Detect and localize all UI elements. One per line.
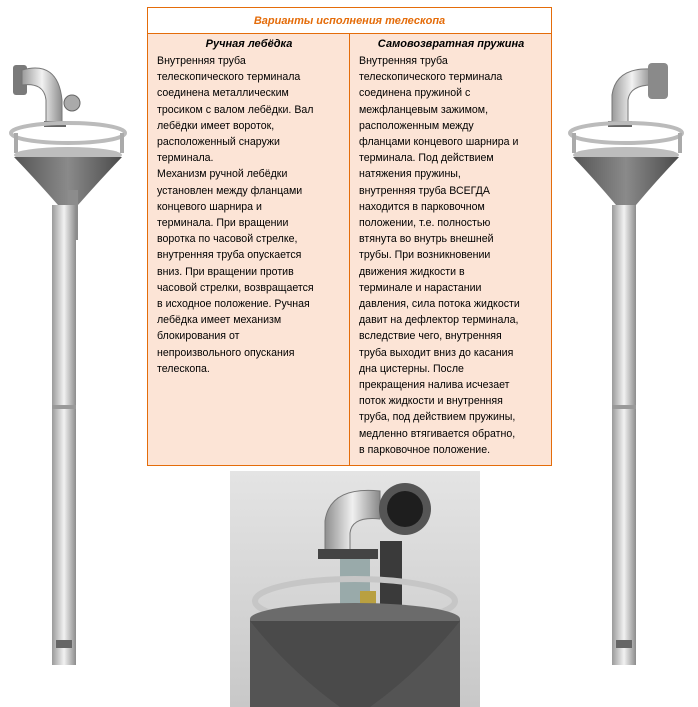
manual-winch-column xyxy=(148,34,349,465)
variants-table xyxy=(147,7,552,466)
manual-winch-header: Ручная лебёдка xyxy=(205,38,293,50)
table-title: Варианты исполнения телескопа xyxy=(148,8,551,34)
telescope-spring-illustration xyxy=(562,55,698,665)
closeup-mechanism-photo xyxy=(230,471,480,707)
spring-header: Самовозвратная пружина xyxy=(377,38,525,50)
telescope-manual-winch-illustration xyxy=(0,55,145,665)
manual-winch-description: Внутренняя труба телескопического терминала соединена металлическим тросиком с валом лебёдки. Вал лебёдки имеет вороток, расположенный снаружи терминала. Механизм ручной лебёдки установлен между фланцами концевого шарнира и терминала. При вращении воротка по часовой стрелке, внутренняя труба опускается вниз. При вращении против часовой стрелки, возвращается в исходное положение. Ручная лебёдка имеет механизм блокирования от непроизвольного опускания телескопа. xyxy=(157,55,314,375)
spring-description: Внутренняя труба телескопического терминала соединена пружиной с межфланцевым зажимом, расположенным между фланцами концевого шарнира и терминала. Под действием натяжения пружины, внутренняя труба ВСЕГДА находится в парковочном положении, т.е. полностью втянута во внутрь внешней трубы. При возникновении движения жидкости в терминале и нарастании давления, сила потока жидкости давит на дефлектор терминала, вследствие чего, внутренняя труба выходит вниз до касания дна цистерны. После прекращения налива исчезает поток жидкости и внутренняя труба, под действием пружины, медленно втягивается обратно, в парковочное положение. xyxy=(359,55,520,456)
closeup-mechanism-illustration xyxy=(230,471,480,707)
spring-column xyxy=(349,34,551,465)
